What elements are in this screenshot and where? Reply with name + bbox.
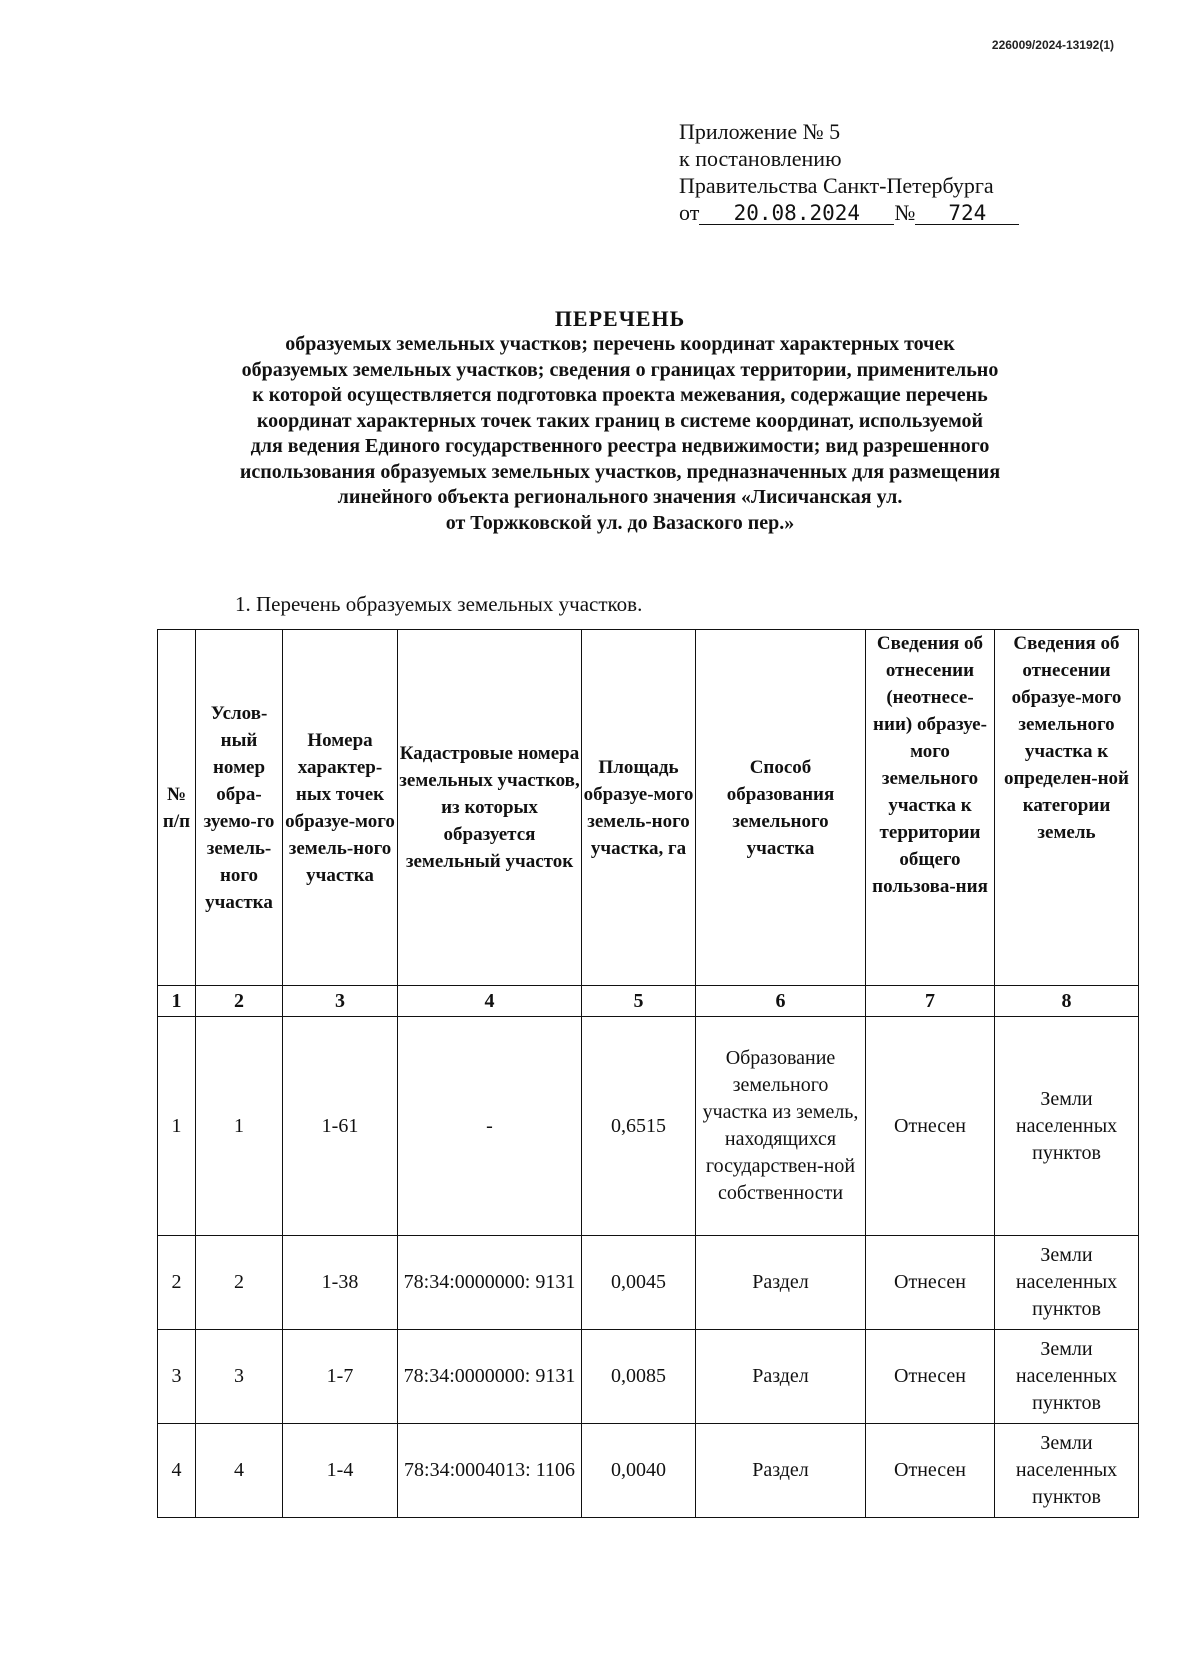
- from-label: от: [679, 200, 700, 225]
- table-row: [158, 1330, 1139, 1424]
- column-number: 4: [398, 986, 582, 1017]
- column-header: Кадастровые номера земельных участков, из которых образуется земельный участок: [398, 630, 582, 986]
- table-cell: 1-7: [283, 1330, 398, 1424]
- table-cell: -: [398, 1017, 582, 1236]
- appendix-government: Правительства Санкт-Петербурга: [679, 173, 994, 198]
- table-cell: Земли населенных пунктов: [995, 1330, 1139, 1424]
- column-number: 7: [866, 986, 995, 1017]
- table-cell: Земли населенных пунктов: [995, 1424, 1139, 1518]
- section-title: 1. Перечень образуемых земельных участков.: [235, 592, 643, 616]
- heading-title: ПЕРЕЧЕНЬ: [554, 306, 686, 331]
- resolution-date: 20.08.2024: [699, 202, 894, 225]
- table-cell: 78:34:0004013: 1106: [398, 1424, 582, 1518]
- column-number: 5: [582, 986, 696, 1017]
- table-cell: 78:34:0000000: 9131: [398, 1236, 582, 1330]
- table-cell: Раздел: [696, 1330, 866, 1424]
- column-header: Способ образования земельного участка: [696, 630, 866, 986]
- table-row: [158, 1017, 1139, 1236]
- table-cell: Отнесен: [866, 1236, 995, 1330]
- table-row: [158, 1424, 1139, 1518]
- heading-subtitle-line: для ведения Единого государственного реестра недвижимости; вид разрешенного: [250, 435, 990, 457]
- appendix-resolution: к постановлению: [679, 146, 842, 171]
- appendix-block: [679, 118, 1019, 226]
- table-header-row: [158, 630, 1139, 986]
- table-cell: Отнесен: [866, 1017, 995, 1236]
- table-cell: Раздел: [696, 1236, 866, 1330]
- column-number-row: [158, 986, 1139, 1017]
- appendix-date-number-line: [679, 199, 1019, 226]
- resolution-number: 724: [915, 202, 1019, 225]
- heading-subtitle: [140, 332, 1100, 536]
- table-cell: 0,0040: [582, 1424, 696, 1518]
- table-cell: 78:34:0000000: 9131: [398, 1330, 582, 1424]
- table-cell: 0,0045: [582, 1236, 696, 1330]
- table-row: [158, 1236, 1139, 1330]
- column-header: Сведения об отнесении (неотнесе-нии) образуе-мого земельного участка к территории общего пользова-ния: [866, 630, 995, 986]
- heading-subtitle-line: линейного объекта регионального значения «Лисичанская ул.: [337, 486, 903, 508]
- column-number: 3: [283, 986, 398, 1017]
- table-cell: 3: [158, 1330, 196, 1424]
- column-number: 6: [696, 986, 866, 1017]
- column-number: 2: [196, 986, 283, 1017]
- table-cell: 1-61: [283, 1017, 398, 1236]
- table-cell: 2: [158, 1236, 196, 1330]
- heading-subtitle-line: от Торжковской ул. до Вазаского пер.»: [445, 511, 795, 534]
- table-cell: 1: [158, 1017, 196, 1236]
- table-cell: 1: [196, 1017, 283, 1236]
- column-header: Услов-ный номер обра-зуемо-го земель-ного участка: [196, 630, 283, 986]
- appendix-title: Приложение № 5: [679, 119, 841, 144]
- column-header: № п/п: [158, 630, 196, 986]
- table-cell: 2: [196, 1236, 283, 1330]
- table-cell: 1-4: [283, 1424, 398, 1518]
- table-cell: Земли населенных пунктов: [995, 1236, 1139, 1330]
- table-cell: 0,0085: [582, 1330, 696, 1424]
- table-cell: Отнесен: [866, 1330, 995, 1424]
- heading-subtitle-line: образуемых земельных участков; перечень координат характерных точек: [285, 333, 955, 355]
- column-header: Площадь образуе-мого земель-ного участка, га: [582, 630, 696, 986]
- table-cell: Раздел: [696, 1424, 866, 1518]
- heading-subtitle-line: образуемых земельных участков; сведения о границах территории, применительно: [241, 358, 999, 381]
- column-header: Сведения об отнесении образуе-мого земельного участка к определен-ной категории земель: [995, 630, 1139, 986]
- table-cell: Образование земельного участка из земель, находящихся государствен-ной собственности: [696, 1017, 866, 1236]
- column-number: 8: [995, 986, 1139, 1017]
- land-plots-table: [157, 629, 1139, 1518]
- heading-subtitle-line: координат характерных точек таких границ в системе координат, используемой: [256, 409, 984, 432]
- table-cell: Отнесен: [866, 1424, 995, 1518]
- heading-subtitle-line: использования образуемых земельных участков, предназначенных для размещения: [239, 460, 1001, 483]
- table-cell: 0,6515: [582, 1017, 696, 1236]
- table-cell: 4: [196, 1424, 283, 1518]
- table-cell: 3: [196, 1330, 283, 1424]
- table-cell: 1-38: [283, 1236, 398, 1330]
- table-cell: Земли населенных пунктов: [995, 1017, 1139, 1236]
- document-heading: [140, 306, 1100, 536]
- table-cell: 4: [158, 1424, 196, 1518]
- column-number: 1: [158, 986, 196, 1017]
- number-label: №: [894, 200, 916, 225]
- column-header: Номера характер-ных точек образуе-мого земель-ного участка: [283, 630, 398, 986]
- document-registration-number: 226009/2024-13192(1): [991, 38, 1114, 52]
- heading-subtitle-line: к которой осуществляется подготовка проекта межевания, содержащие перечень: [252, 384, 988, 406]
